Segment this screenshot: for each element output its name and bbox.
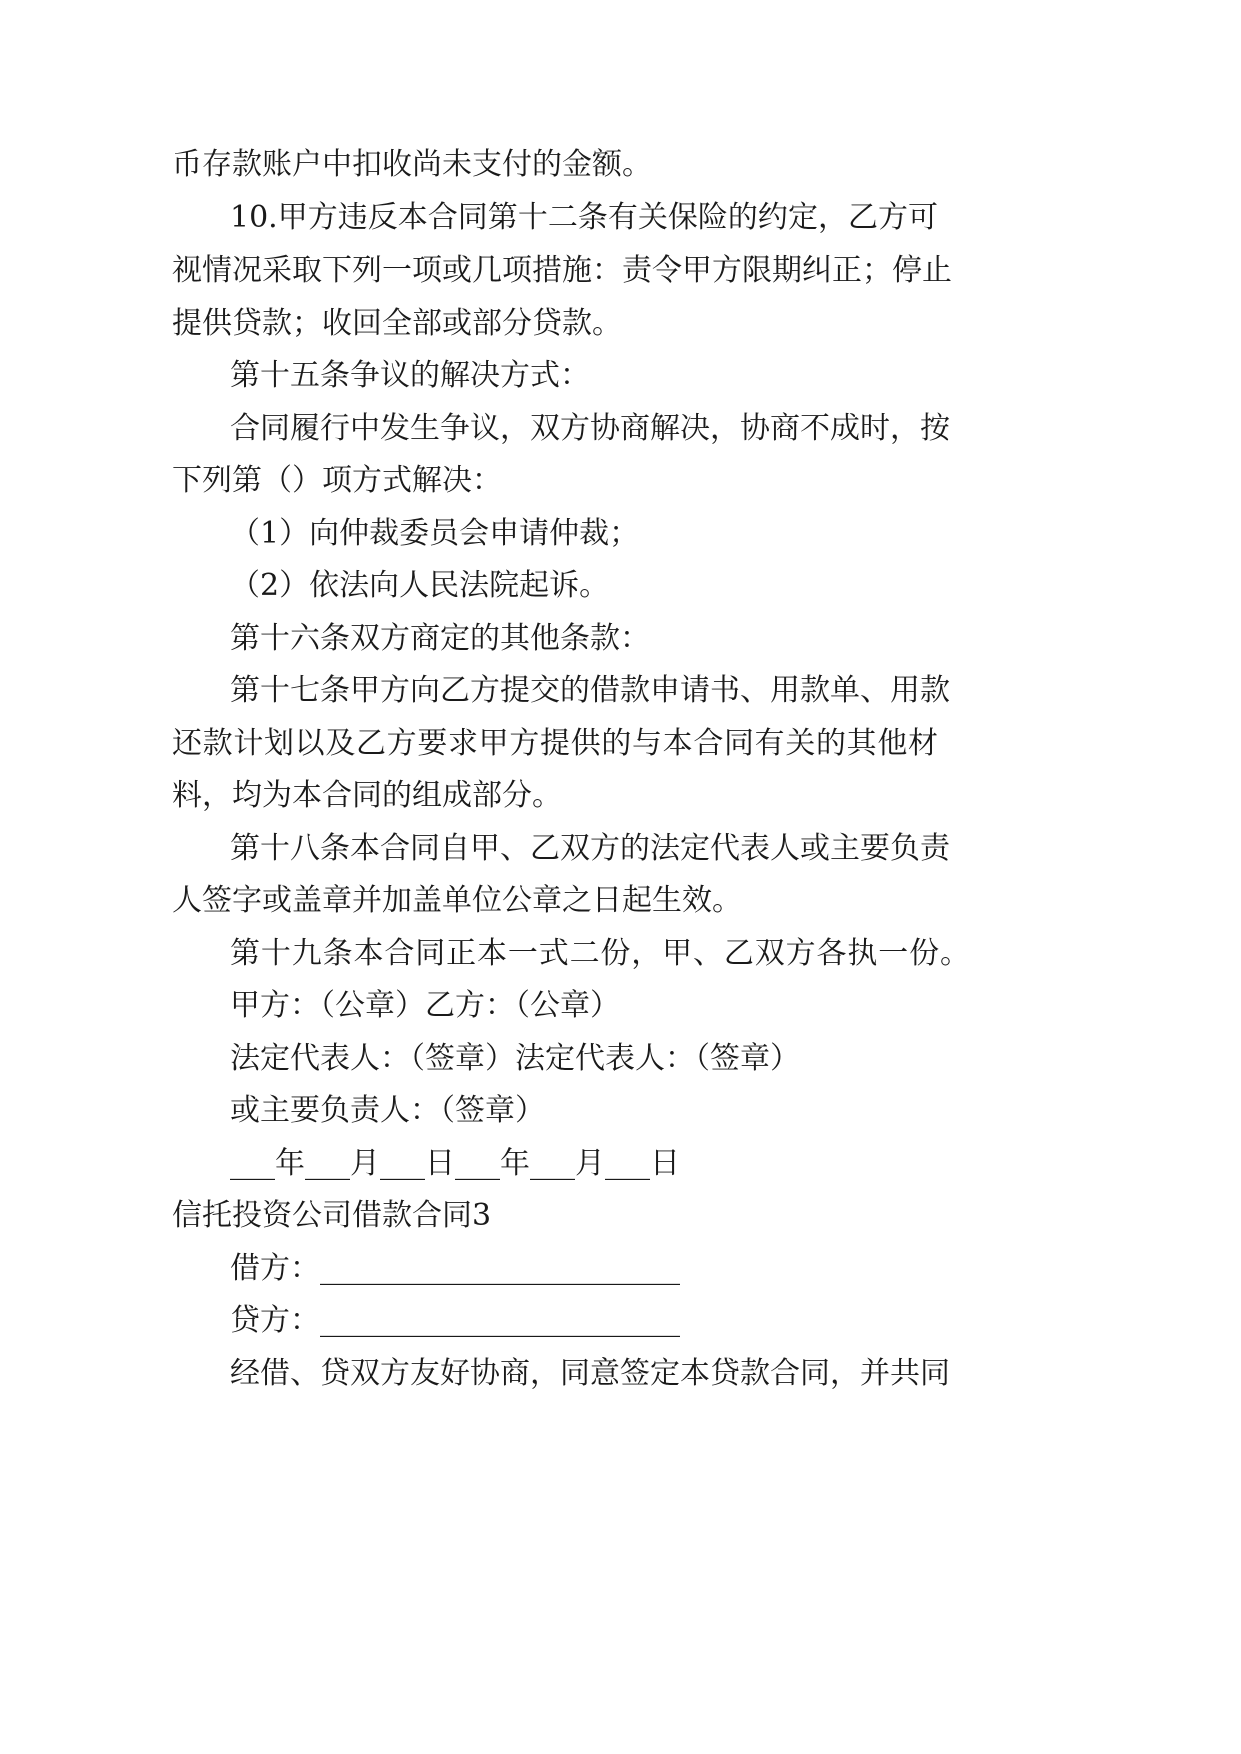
text-line-18: 法定代表人：（签章）法定代表人：（签章） [230,1041,800,1076]
text-line-3: 视情况采取下列一项或几项措施：责令甲方限期纠正；停止 [172,253,952,288]
text-line-16: 第十九条本合同正本一式二份，甲、乙双方各执一份。 [230,936,970,971]
text-line-13: 料，均为本合同的组成部分。 [172,778,562,813]
text-line-14: 第十八条本合同自甲、乙双方的法定代表人或主要负责 [230,831,950,866]
text-line-6: 合同履行中发生争议，双方协商解决，协商不成时，按 [230,411,950,446]
lender-line: 贷方：________________________ [230,1303,680,1338]
text-line-2: 10.甲方违反本合同第十二条有关保险的约定，乙方可 [230,200,938,235]
text-line-10: 第十六条双方商定的其他条款： [230,621,650,656]
text-line-11: 第十七条甲方向乙方提交的借款申请书、用款单、用款 [230,673,950,708]
text-line-4: 提供贷款；收回全部或部分贷款。 [172,306,622,341]
section-title: 信托投资公司借款合同3 [172,1198,492,1233]
text-line-24: 经借、贷双方友好协商，同意签定本贷款合同，并共同 [230,1356,950,1391]
text-line-5: 第十五条争议的解决方式： [230,358,590,393]
text-line-19: 或主要负责人：（签章） [230,1093,545,1128]
text-line-17: 甲方：（公章）乙方：（公章） [230,988,620,1023]
borrower-line: 借方：________________________ [230,1251,680,1286]
text-line-12: 还款计划以及乙方要求甲方提供的与本合同有关的其他材 [172,726,938,761]
text-line-15: 人签字或盖章并加盖单位公章之日起生效。 [172,883,742,918]
text-line-9: （2）依法向人民法院起诉。 [230,568,610,603]
date-line: ___年___月___日___年___月___日 [230,1146,680,1181]
text-line-8: （1）向仲裁委员会申请仲裁； [230,516,640,551]
text-line-7: 下列第（）项方式解决： [172,463,502,498]
text-line-1: 币存款账户中扣收尚未支付的金额。 [172,147,652,182]
